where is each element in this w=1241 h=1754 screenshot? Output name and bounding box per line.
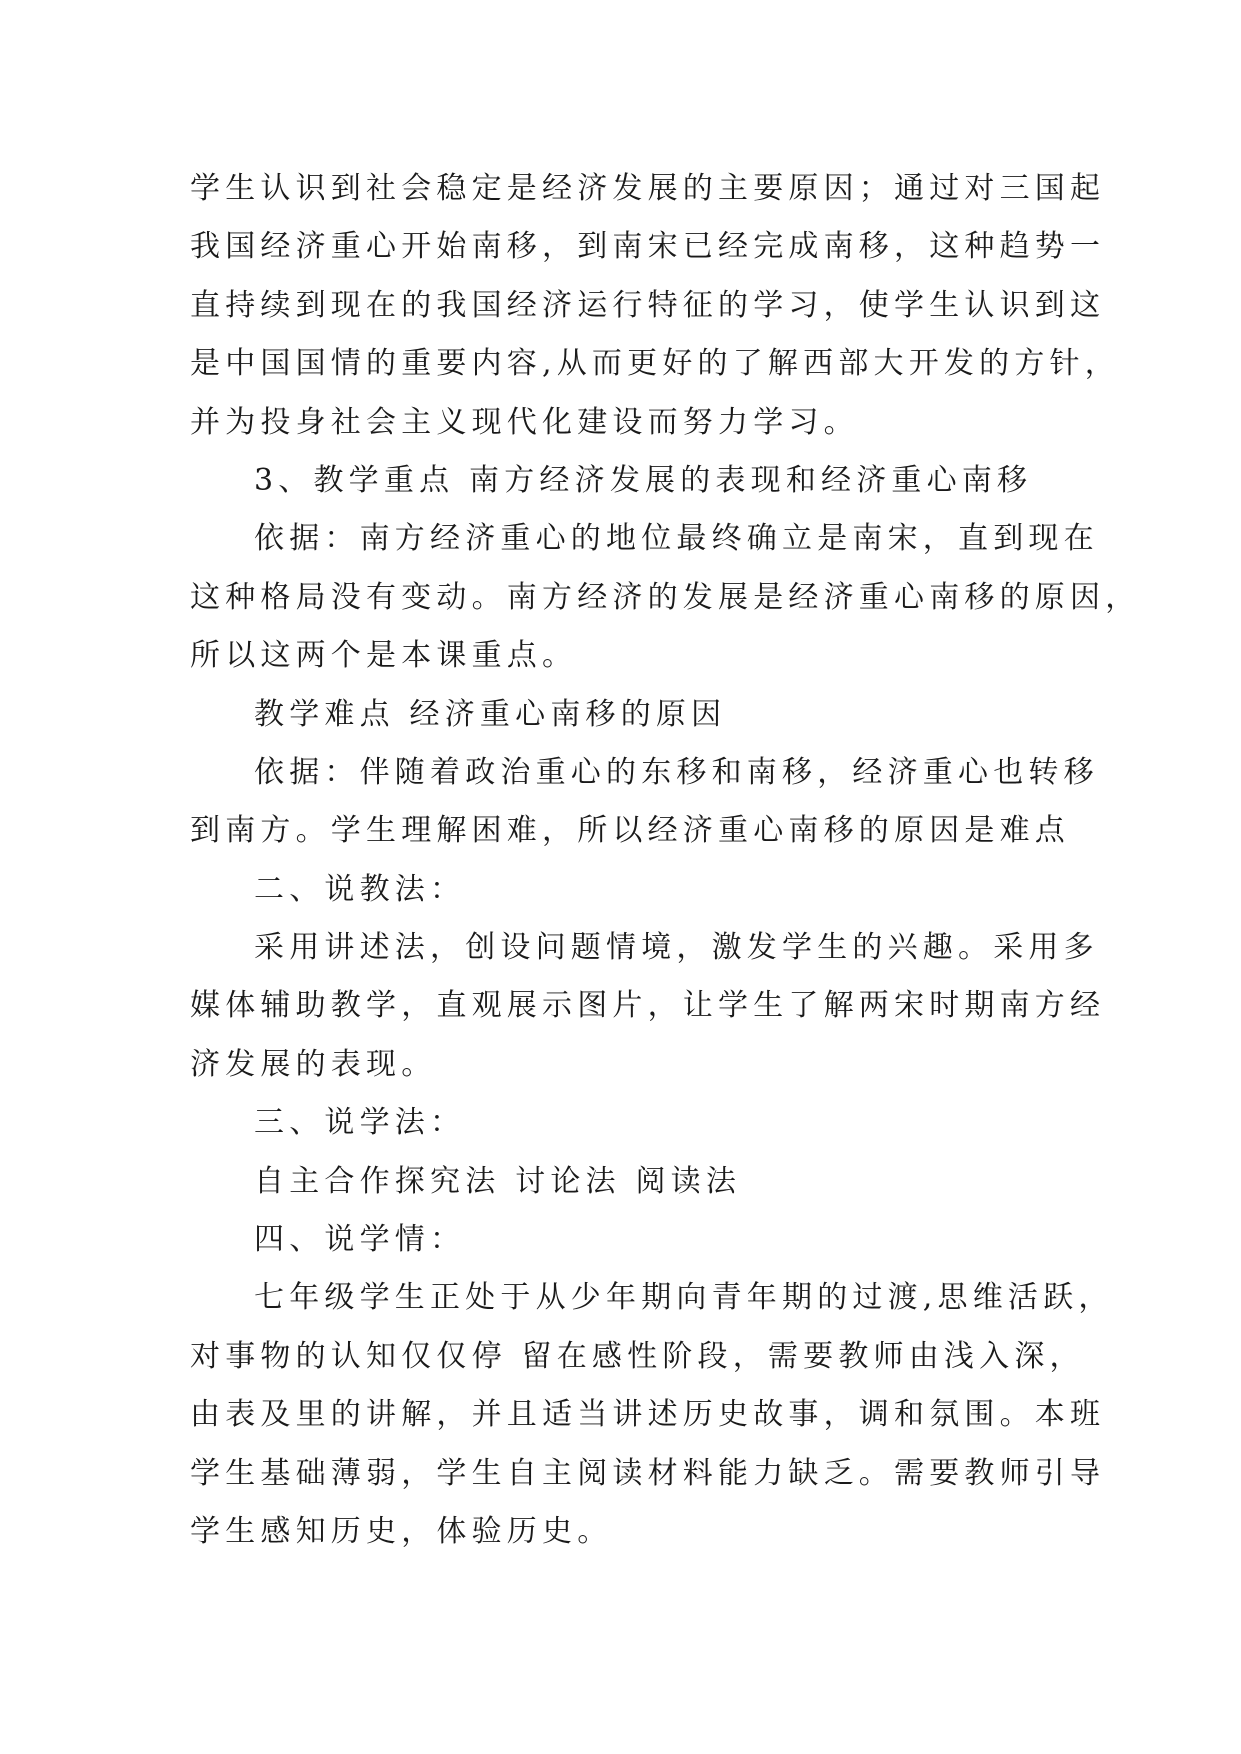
text-line: 到南方。学生理解困难，所以经济重心南移的原因是难点 xyxy=(190,813,1070,849)
text-line: 媒体辅助教学，直观展示图片，让学生了解两宋时期南方经 xyxy=(190,988,1106,1024)
text-line: 学生感知历史，体验历史。 xyxy=(190,1513,613,1549)
text-line: 七年级学生正处于从少年期向青年期的过渡,思维活跃， xyxy=(254,1280,1114,1316)
text-line: 依据：南方经济重心的地位最终确立是南宋，直到现在 xyxy=(254,521,1099,557)
text-line: 济发展的表现。 xyxy=(190,1046,437,1082)
text-line: 四、说学情： xyxy=(254,1222,466,1258)
text-line: 三、说学法： xyxy=(254,1105,466,1141)
text-line: 学生基础薄弱，学生自主阅读材料能力缺乏。需要教师引导 xyxy=(190,1455,1106,1491)
text-line: 依据：伴随着政治重心的东移和南移，经济重心也转移 xyxy=(254,754,1099,790)
text-line: 采用讲述法，创设问题情境，激发学生的兴趣。采用多 xyxy=(254,930,1099,966)
text-line: 所以这两个是本课重点。 xyxy=(190,638,578,674)
document-body xyxy=(190,160,1141,1561)
text-line: 对事物的认知仅仅停 留在感性阶段，需要教师由浅入深， xyxy=(190,1338,1085,1374)
text-line: 这种格局没有变动。南方经济的发展是经济重心南移的原因， xyxy=(190,579,1141,615)
text-line: 是中国国情的重要内容,从而更好的了解西部大开发的方针， xyxy=(190,346,1120,382)
text-line: 学生认识到社会稳定是经济发展的主要原因；通过对三国起 xyxy=(190,171,1106,206)
text-line: 由表及里的讲解，并且适当讲述历史故事，调和氛围。本班 xyxy=(190,1397,1106,1433)
text-line: 自主合作探究法 讨论法 阅读法 xyxy=(254,1163,742,1199)
text-line: 我国经济重心开始南移，到南宋已经完成南移，这种趋势一 xyxy=(190,229,1106,265)
text-line: 并为投身社会主义现代化建设而努力学习。 xyxy=(190,404,859,440)
text-line: 教学难点 经济重心南移的原因 xyxy=(254,696,727,732)
text-line: 3、教学重点 南方经济发展的表现和经济重心南移 xyxy=(254,462,1033,498)
text-line: 直持续到现在的我国经济运行特征的学习，使学生认识到这 xyxy=(190,287,1106,323)
text-line: 二、说教法： xyxy=(254,871,466,907)
